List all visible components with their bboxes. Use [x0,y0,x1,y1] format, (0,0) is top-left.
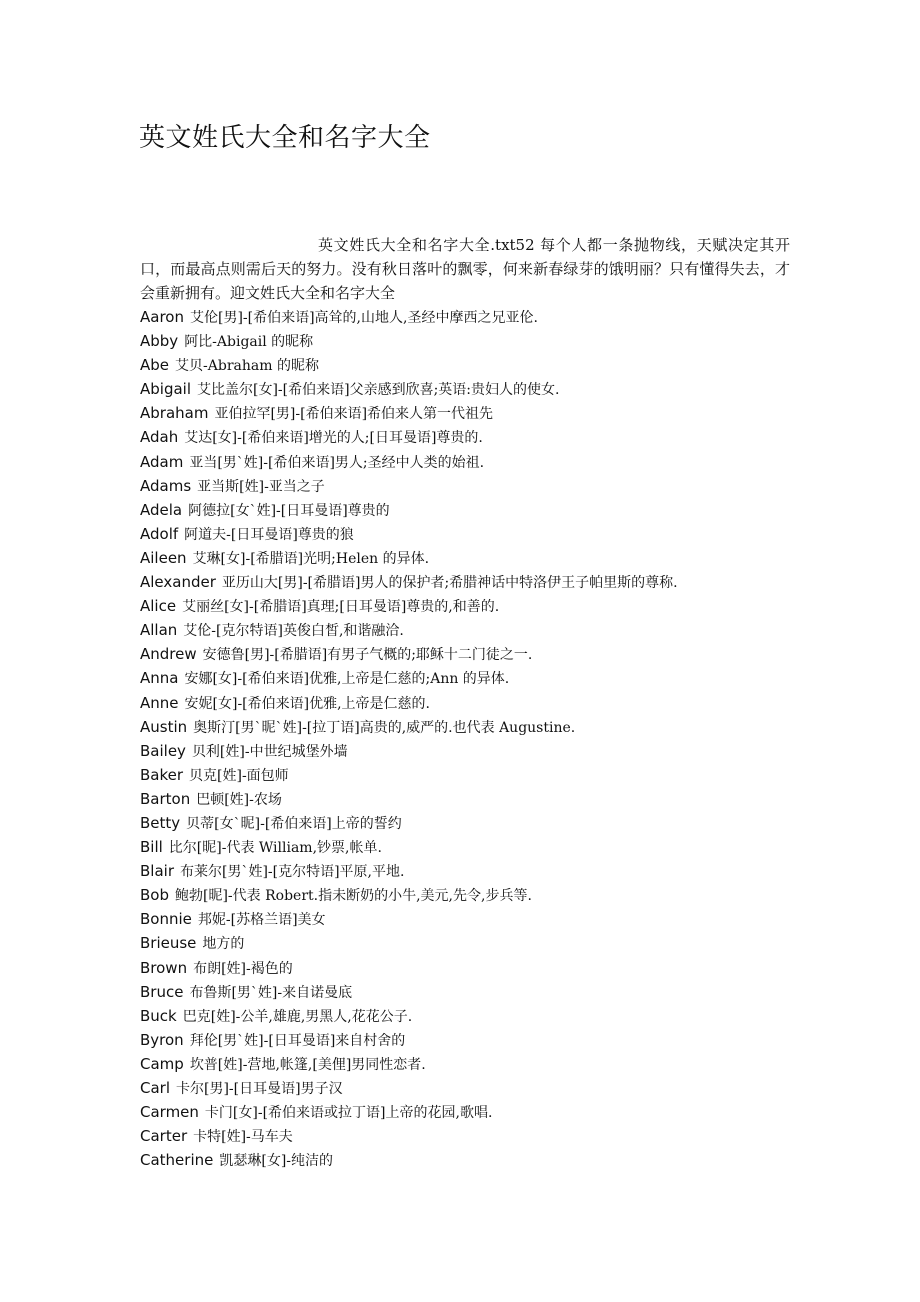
list-item [140,980,678,1004]
entry-definition: 亚伯拉罕[男]-[希伯来语]希伯来人第一代祖先 [214,406,494,423]
entry-definition: 鲍勃[昵]-代表 Robert.指未断奶的小牛,美元,先令,步兵等. [175,888,532,905]
entry-name: Carter [140,1127,188,1146]
list-item [140,666,678,690]
entry-name: Adolf [140,524,179,543]
entry-definition: 奥斯汀[男`昵`姓]-[拉丁语]高贵的,威严的.也代表 Augustine. [193,719,576,736]
entry-name: Aaron [140,308,184,326]
entry-definition: 安德鲁[男]-[希腊语]有男子气概的;耶稣十二门徒之一. [202,647,533,664]
entry-name: Bruce [140,982,184,1001]
entry-name: Adams [140,476,192,495]
entry-definition: 阿道夫-[日耳曼语]尊贵的狼 [184,526,354,543]
name-list [140,305,678,1172]
entry-name: Adam [140,452,184,471]
entry-definition: 地方的 [202,936,245,953]
entry-name: Allan [140,621,178,640]
list-item [140,401,678,425]
list-item [140,956,678,980]
entry-definition: 阿比-Abigail 的昵称 [184,334,314,351]
entry-name: Abigail [140,380,191,399]
entry-name: Carmen [140,1103,199,1122]
entry-name: Adah [140,428,179,447]
list-item [140,546,678,570]
entry-name: Brieuse [140,934,197,953]
entry-name: Adela [140,500,183,519]
list-item [140,739,678,763]
list-item [140,835,678,859]
entry-definition: 贝蒂[女`昵]-[希伯来语]上帝的誓约 [186,815,402,832]
list-item [140,1028,678,1052]
list-item [140,329,678,353]
page-title: 英文姓氏大全和名字大全 [139,123,431,153]
list-item [140,715,678,739]
entry-name: Baker [140,765,184,784]
list-item [140,1076,678,1100]
entry-name: Alice [140,597,177,616]
entry-name: Blair [140,862,174,881]
entry-definition: 布朗[姓]-褐色的 [193,960,293,977]
entry-name: Betty [140,813,181,832]
list-item [140,618,678,642]
entry-definition: 艾达[女]-[希伯来语]增光的人;[日耳曼语]尊贵的. [184,430,483,447]
entry-definition: 艾伦-[克尔特语]英俊白皙,和谐融洽. [183,623,404,640]
list-item [140,883,678,907]
list-item [140,474,678,498]
list-item [140,1004,678,1028]
entry-definition: 贝利[姓]-中世纪城堡外墙 [191,743,348,760]
list-item [140,907,678,931]
list-item [140,1052,678,1076]
list-item [140,425,678,449]
entry-definition: 布莱尔[男`姓]-[克尔特语]平原,平地. [179,864,405,881]
entry-name: Austin [140,717,188,736]
entry-name: Andrew [140,645,197,664]
list-item [140,594,678,618]
list-item [140,377,678,401]
list-item [140,811,678,835]
list-item [140,570,678,594]
entry-definition: 安娜[女]-[希伯来语]优雅,上帝是仁慈的;Ann 的异体. [184,671,510,688]
list-item [140,859,678,883]
entry-name: Bill [140,838,163,857]
list-item [140,1148,678,1172]
entry-definition: 布鲁斯[男`姓]-来自诺曼底 [189,984,353,1001]
entry-name: Abraham [140,404,209,423]
entry-definition: 邦妮-[苏格兰语]美女 [197,912,326,929]
entry-definition: 艾伦[男]-[希伯来语]高耸的,山地人,圣经中摩西之兄亚伦. [189,310,538,326]
entry-definition: 卡尔[男]-[日耳曼语]男子汉 [176,1081,343,1097]
entry-definition: 贝克[姓]-面包师 [189,767,289,784]
entry-definition: 亚历山大[男]-[希腊语]男人的保护者;希腊神话中特洛伊王子帕里斯的尊称. [221,575,678,592]
list-item [140,931,678,955]
entry-name: Anne [140,693,179,712]
entry-definition: 巴克[姓]-公羊,雄鹿,男黑人,花花公子. [182,1008,413,1025]
entry-definition: 艾贝-Abraham 的昵称 [175,358,319,375]
entry-name: Bailey [140,741,186,760]
entry-definition: 艾比盖尔[女]-[希伯来语]父亲感到欣喜;英语:贵妇人的使女. [197,382,560,399]
list-item [140,642,678,666]
entry-name: Carl [140,1079,170,1097]
entry-name: Aileen [140,548,187,567]
entry-definition: 凯瑟琳[女]-纯洁的 [219,1153,334,1170]
entry-definition: 安妮[女]-[希伯来语]优雅,上帝是仁慈的. [184,695,430,712]
entry-name: Bob [140,886,169,905]
entry-name: Barton [140,789,191,808]
list-item [140,691,678,715]
list-item [140,1124,678,1148]
entry-definition: 阿德拉[女`姓]-[日耳曼语]尊贵的 [188,502,390,519]
entry-name: Anna [140,669,179,688]
entry-name: Abe [140,356,170,375]
entry-name: Camp [140,1054,184,1073]
list-item [140,450,678,474]
list-item [140,522,678,546]
entry-definition: 亚当[男`姓]-[希伯来语]男人;圣经中人类的始祖. [189,454,485,471]
entry-definition: 卡门[女]-[希伯来语或拉丁语]上帝的花园,歌唱. [204,1105,493,1122]
list-item [140,787,678,811]
entry-name: Abby [140,332,179,351]
entry-definition: 卡特[姓]-马车夫 [193,1129,293,1146]
entry-definition: 比尔[昵]-代表 William,钞票,帐单. [168,840,382,857]
entry-definition: 亚当斯[姓]-亚当之子 [197,478,325,495]
entry-name: Bonnie [140,910,192,929]
entry-name: Brown [140,958,188,977]
entry-definition: 坎普[姓]-营地,帐篷,[美俚]男同性恋者. [189,1056,426,1073]
entry-definition: 艾琳[女]-[希腊语]光明;Helen 的异体. [192,550,430,567]
list-item [140,1100,678,1124]
entry-name: Byron [140,1030,184,1049]
entry-definition: 巴顿[姓]-农场 [196,791,282,808]
entry-definition: 艾丽丝[女]-[希腊语]真理;[日耳曼语]尊贵的,和善的. [182,599,500,616]
entry-name: Alexander [140,573,216,592]
list-item [140,305,678,329]
list-item [140,498,678,522]
list-item [140,353,678,377]
entry-name: Catherine [140,1151,214,1170]
entry-name: Buck [140,1006,177,1025]
list-item [140,763,678,787]
intro-paragraph: 英文姓氏大全和名字大全.txt52 每个人都一条抛物线，天赋决定其开口，而最高点则需后天的努力。没有秋日落叶的飘零，何来新春绿芽的饿明丽？只有懂得失去，才会重新拥有。迎文姓氏大全和名字大全 [140,236,790,302]
entry-definition: 拜伦[男`姓]-[日耳曼语]来自村舍的 [189,1032,406,1049]
